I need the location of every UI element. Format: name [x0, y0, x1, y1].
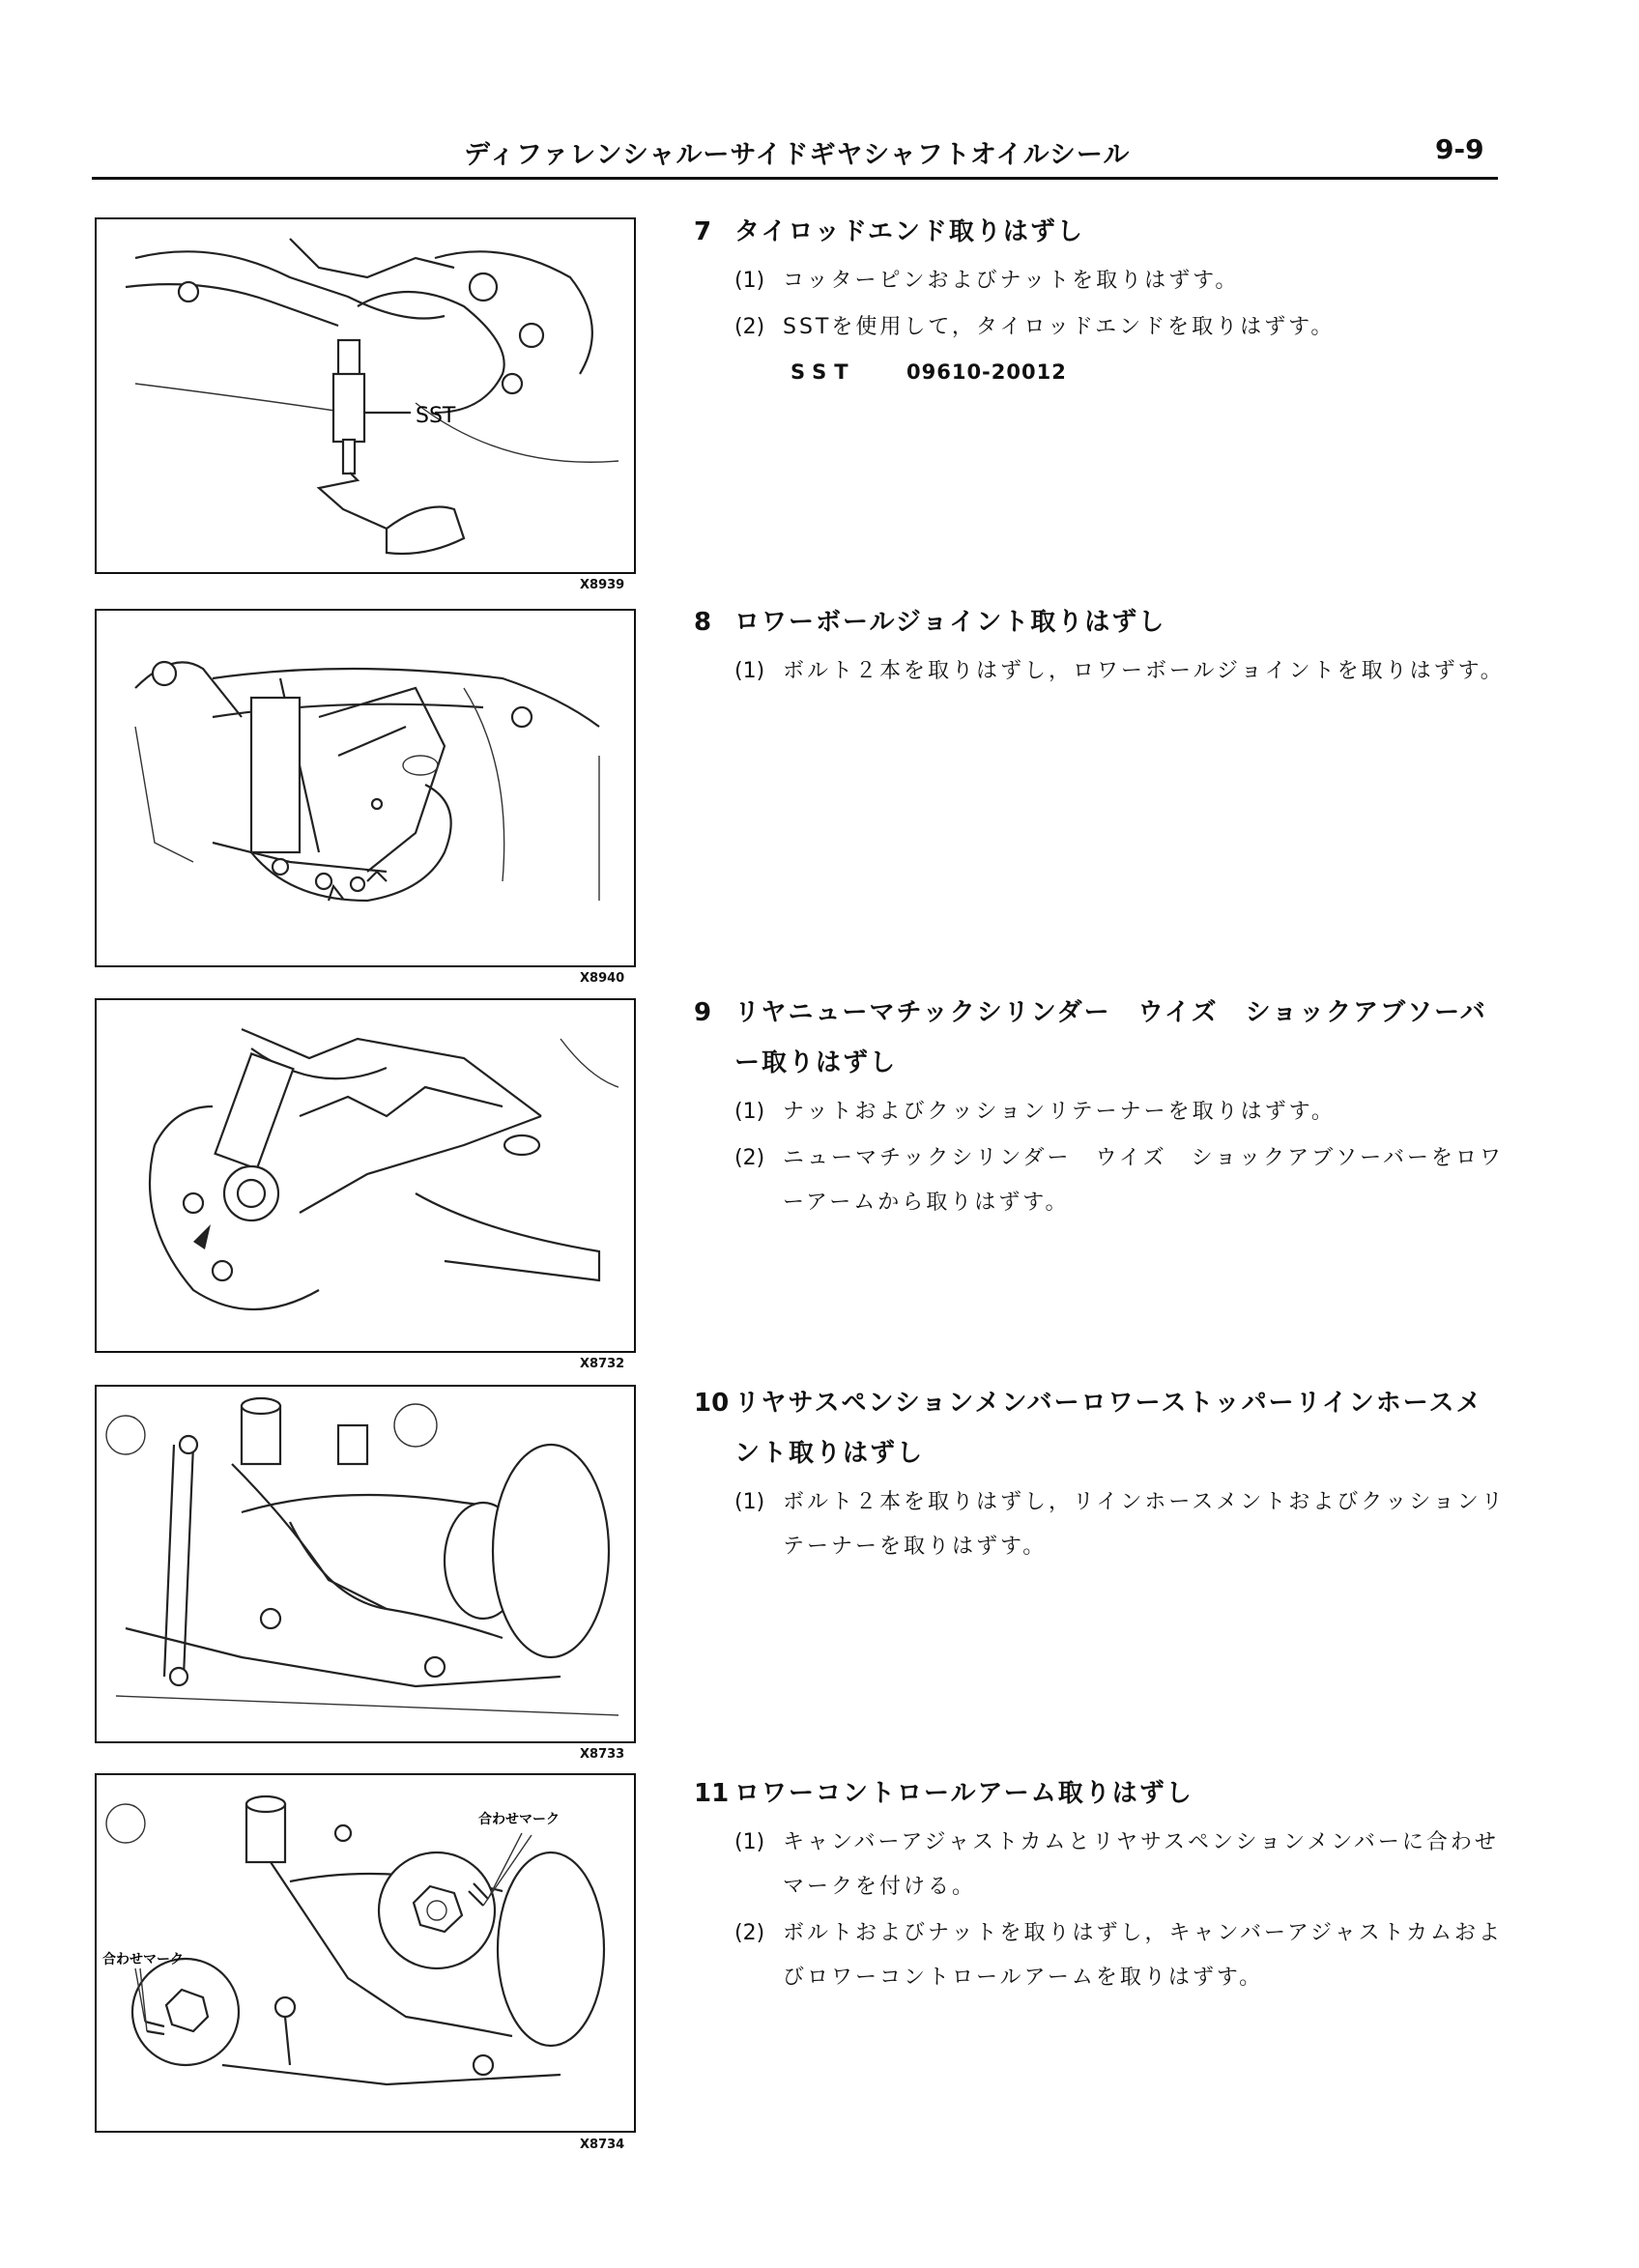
- alignment-mark-label: 合わせマーク: [478, 1812, 560, 1827]
- step-title: タイロッドエンド取りはずし: [734, 217, 1084, 246]
- header-rule: [92, 177, 1498, 180]
- sub-number: (1): [734, 269, 765, 293]
- shock-absorber-illustration: [97, 1000, 634, 1351]
- step-number: 9: [694, 998, 712, 1027]
- step-number: 7: [694, 217, 712, 246]
- sub-text: コッターピンおよびナットを取りはずす。: [783, 269, 1240, 293]
- step-number: 10: [694, 1389, 730, 1418]
- step-title: ロワーコントロールアーム取りはずし: [734, 1779, 1193, 1808]
- sub-text: キャンバーアジャストカムとリヤサスペンションメンバーに合わせマークを付ける。: [783, 1830, 1499, 1899]
- sst-label: SST: [416, 404, 456, 428]
- sub-text: ニューマチックシリンダー ウイズ ショックアブソーバーをロワーアームから取りはずす。: [783, 1146, 1505, 1215]
- step-title: リヤニューマチックシリンダー ウイズ ショックアブソーバー取りはずし: [734, 998, 1487, 1077]
- sub-text: ボルトおよびナットを取りはずし，キャンバーアジャストカムおよびロワーコントロールアームを取りはずす。: [783, 1921, 1503, 1990]
- figure-code: X8734: [580, 2138, 625, 2152]
- figure-code: X8733: [580, 1747, 625, 1762]
- figure-shock-absorber-removal: [95, 998, 636, 1353]
- sub-text: SSTを使用して，タイロッドエンドを取りはずす。: [783, 315, 1336, 339]
- lower-control-arm-illustration: [97, 1775, 634, 2131]
- sub-number: (2): [734, 315, 765, 339]
- page-number: 9-9: [1435, 133, 1484, 165]
- alignment-mark-label: 合わせマーク: [102, 1952, 184, 1967]
- step-number: 11: [694, 1779, 730, 1808]
- step-7: [694, 207, 1506, 394]
- step-8: [694, 597, 1506, 694]
- figure-lower-stopper-reinforcement-removal: [95, 1385, 636, 1743]
- figure-lower-ball-joint-removal: [95, 609, 636, 967]
- sub-text: ボルト２本を取りはずし，リインホースメントおよびクッションリテーナーを取りはずす。: [783, 1490, 1506, 1559]
- figure-tie-rod-end-removal: [95, 217, 636, 574]
- tie-rod-illustration: [97, 219, 634, 572]
- lower-ball-joint-illustration: [97, 611, 634, 965]
- sub-number: (2): [734, 1146, 765, 1170]
- step-11: [694, 1768, 1506, 2000]
- step-10: [694, 1378, 1506, 1569]
- sub-number: (1): [734, 1830, 765, 1854]
- figure-code: X8939: [580, 578, 625, 592]
- sub-number: (1): [734, 1100, 765, 1124]
- step-title: リヤサスペンションメンバーロワーストッパーリインホースメント取りはずし: [734, 1389, 1483, 1468]
- figure-lower-control-arm-removal: [95, 1773, 636, 2133]
- step-number: 8: [694, 608, 712, 637]
- sub-number: (2): [734, 1921, 765, 1945]
- stopper-reinforcement-illustration: [97, 1387, 634, 1741]
- sst-label: SST: [791, 360, 856, 384]
- sub-number: (1): [734, 659, 765, 683]
- page-title: ディファレンシャルーサイドギヤシャフトオイルシール: [464, 140, 1131, 170]
- step-9: [694, 988, 1506, 1225]
- step-title: ロワーボールジョイント取りはずし: [734, 608, 1166, 637]
- sub-number: (1): [734, 1490, 765, 1514]
- sst-code: 09610-20012: [906, 360, 1067, 384]
- figure-code: X8732: [580, 1357, 625, 1371]
- sub-text: ナットおよびクッションリテーナーを取りはずす。: [783, 1100, 1336, 1124]
- sub-text: ボルト２本を取りはずし，ロワーボールジョイントを取りはずす。: [783, 659, 1505, 683]
- figure-code: X8940: [580, 971, 625, 986]
